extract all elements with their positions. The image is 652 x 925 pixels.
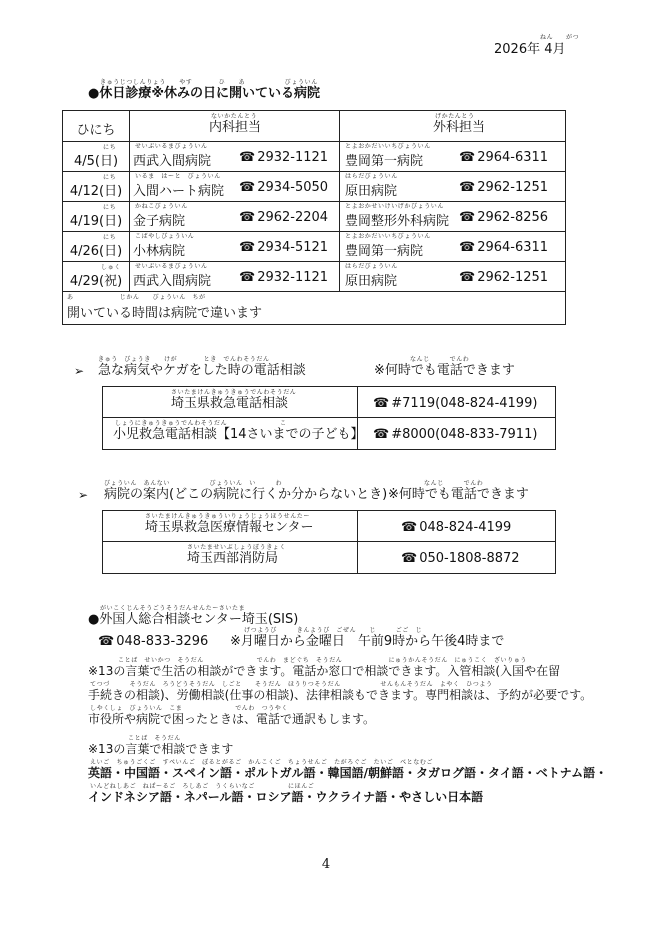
row-internal-phone: ☎ 2934-5050 [239, 180, 329, 195]
sis-para-ruby: しやくしょ びょういん こま でんわ つうやく [90, 705, 289, 712]
holiday-title: ●休日診療※休みの日に開いている病院 [88, 86, 320, 101]
row-surgical-ruby: とよおかせいけいげかびょういん [345, 203, 445, 210]
holiday-footer-note: 開いている時間は病院で違います [67, 306, 263, 321]
emergency-title: 急な病気やケガをした時の電話相談 [98, 363, 306, 378]
col-surgical-header: 外科担当 [433, 120, 486, 135]
row-surgical-ruby: はらだびょういん [345, 263, 398, 270]
arrow-bullet-icon: ➢ [78, 488, 89, 502]
emergency-note: ※何時でも電話できます [374, 363, 515, 378]
emergency-row-phone: ☎ #8000(048-833-7911) [373, 427, 538, 442]
phone-icon: ☎ [459, 150, 476, 165]
row-date: 4/26(日) [69, 244, 123, 259]
row-date-ruby: にち [103, 234, 117, 241]
emergency-title-ruby: きゅう びょうき けが とき でんわそうだん [98, 356, 270, 363]
emergency-note-ruby: なんじ でんわ [410, 356, 470, 363]
sis-title-ruby: がいこくじんそうごうそうだんせんたーさいたま [100, 605, 246, 612]
emergency-table [102, 386, 556, 450]
phone-icon: ☎ [373, 427, 390, 442]
row-internal-hospital: 西武入間病院 [133, 274, 212, 289]
guide-note-ruby: なんじ でんわ [424, 480, 484, 487]
sis-lang-title-ruby: ことば そうだん [128, 735, 181, 742]
sis-para-ruby: てつづ そうだん ろうどうそうだん しごと そうだん ほうりつそうだん せんもんそうだん よやく ひつよう [90, 681, 493, 688]
sis-para-line: 手続きの相談)、労働相談(仕事の相談)、法律相談もできます。専門相談は、予約が必要です。 [88, 688, 593, 702]
holiday-table [62, 110, 566, 325]
row-surgical-hospital: 豊岡第一病院 [345, 154, 424, 169]
arrow-bullet-icon: ➢ [74, 364, 85, 378]
row-internal-ruby: せいぶいるまびょういん [135, 143, 208, 150]
emergency-row-name: 小児救急電話相談【14さいまでの子ども】 [113, 427, 364, 442]
guide-row-name: 埼玉西部消防局 [187, 551, 279, 566]
sis-lang-ruby: いんどねしあご ねぱーるご ろしあご うくらいなご にほんご [90, 783, 315, 790]
row-surgical-ruby: はらだびょういん [345, 173, 398, 180]
row-internal-phone: ☎ 2934-5121 [239, 240, 329, 255]
row-internal-phone: ☎ 2932-1121 [239, 270, 329, 285]
year-ruby: ねん [540, 34, 554, 41]
guide-row-name: 埼玉県救急医療情報センター [145, 520, 314, 535]
phone-icon: ☎ [459, 180, 476, 195]
row-internal-hospital: 小林病院 [133, 244, 186, 259]
sis-lang-line: インドネシア語・ネパール語・ロシア語・ウクライナ語・やさしい日本語 [88, 790, 484, 804]
col-internal-ruby: ないかたんとう [211, 113, 258, 120]
emergency-row-ruby: しょうにきゅうきゅうでんわそうだん こ [115, 420, 287, 427]
phone-icon: ☎ [239, 180, 256, 195]
guide-note: ※何時でも電話できます [388, 487, 529, 502]
row-surgical-phone: ☎ 2962-8256 [459, 210, 549, 225]
row-internal-hospital: 金子病院 [133, 214, 186, 229]
phone-icon: ☎ [401, 551, 418, 566]
sis-lang-ruby: えいご ちゅうごくご すぺいんご ぽるとがるご かんこくご ちょうせんご たがろぐご たいご べとなむご [90, 759, 434, 766]
row-date-ruby: にち [103, 174, 117, 181]
row-date: 4/5(日) [73, 154, 119, 169]
emergency-row-phone: ☎ #7119(048-824-4199) [373, 396, 538, 411]
guide-row-ruby: さいたませいぶしょうぼうきょく [187, 544, 287, 551]
row-date-ruby: にち [103, 144, 117, 151]
guide-row-phone: ☎ 050-1808-8872 [401, 551, 520, 566]
row-surgical-phone: ☎ 2964-6311 [459, 240, 549, 255]
row-surgical-hospital: 原田病院 [345, 274, 398, 289]
row-surgical-phone: ☎ 2964-6311 [459, 150, 549, 165]
row-surgical-ruby: とよおかだいいちびょういん [345, 233, 431, 240]
emergency-row-name: 埼玉県救急電話相談 [171, 396, 289, 411]
sis-phone: ☎ 048-833-3296 [98, 634, 209, 649]
guide-title: 病院の案内(どこの病院に行くか分からないとき) [104, 487, 388, 502]
holiday-title-ruby: きゅうじつしんりょう やす ひ あ びょういん [100, 79, 318, 86]
phone-icon: ☎ [98, 634, 115, 649]
row-surgical-phone: ☎ 2962-1251 [459, 270, 549, 285]
row-internal-ruby: かねこびょういん [135, 203, 188, 210]
sis-para-ruby: ことば せいかつ そうだん でんわ まどぐち そうだん にゅうかんそうだん にゅうこく ざいりゅう [118, 657, 527, 664]
year-month: 2026年 4月 [494, 42, 566, 57]
row-internal-hospital: 入間ハート病院 [133, 184, 225, 199]
col-surgical-ruby: げかたんとう [435, 113, 475, 120]
row-internal-ruby: こばやしびょういん [135, 233, 195, 240]
row-internal-ruby: いるま はーと びょういん [135, 173, 221, 180]
phone-icon: ☎ [459, 210, 476, 225]
guide-row-ruby: さいたまけんきゅうきゅういりょうじょうほうせんたー [145, 513, 311, 520]
row-date: 4/19(日) [69, 214, 123, 229]
sis-title: ●外国人総合相談センター埼玉(SIS) [88, 612, 299, 627]
row-date-ruby: しゅく [101, 264, 121, 271]
phone-icon: ☎ [401, 520, 418, 535]
row-surgical-hospital: 豊岡第一病院 [345, 244, 424, 259]
row-date: 4/12(日) [69, 184, 123, 199]
page-number: 4 [321, 857, 331, 872]
month-ruby: がつ [566, 34, 580, 41]
row-surgical-hospital: 原田病院 [345, 184, 398, 199]
guide-table [102, 510, 556, 574]
sis-lang-line: 英語・中国語・スペイン語・ポルトガル語・韓国語/朝鮮語・タガログ語・タイ語・ベトナム語・ [88, 766, 608, 780]
phone-icon: ☎ [373, 396, 390, 411]
row-surgical-ruby: とよおかだいいちびょういん [345, 143, 431, 150]
sis-para-line: ※13の言葉で生活の相談ができます。電話か窓口で相談できます。入管相談(入国や在留 [88, 664, 561, 678]
sis-hours-ruby: げつようび きんようび ごぜん じ ごご じ [244, 627, 423, 634]
phone-icon: ☎ [239, 150, 256, 165]
col-date-header: ひにち [76, 123, 116, 138]
row-internal-phone: ☎ 2932-1121 [239, 150, 329, 165]
guide-title-ruby: びょういん あんない びょういん い わ [104, 480, 283, 487]
footer-ruby: あ じかん びょういん ちが [67, 294, 206, 301]
phone-icon: ☎ [239, 270, 256, 285]
phone-icon: ☎ [239, 210, 256, 225]
row-surgical-phone: ☎ 2962-1251 [459, 180, 549, 195]
row-internal-ruby: せいぶいるまびょういん [135, 263, 208, 270]
row-date: 4/29(祝) [69, 274, 123, 289]
phone-icon: ☎ [459, 270, 476, 285]
phone-icon: ☎ [239, 240, 256, 255]
row-surgical-hospital: 豊岡整形外科病院 [345, 214, 450, 229]
row-internal-hospital: 西武入間病院 [133, 154, 212, 169]
row-date-ruby: にち [103, 204, 117, 211]
phone-icon: ☎ [459, 240, 476, 255]
sis-lang-title: ※13の言葉で相談できます [88, 742, 234, 756]
row-internal-phone: ☎ 2962-2204 [239, 210, 329, 225]
emergency-row-ruby: さいたまけんきゅうきゅうでんわそうだん [171, 389, 297, 396]
sis-hours: ※月曜日から金曜日 午前9時から午後4時まで [230, 634, 505, 649]
col-internal-header: 内科担当 [209, 120, 262, 135]
guide-row-phone: ☎ 048-824-4199 [401, 520, 512, 535]
sis-para-line: 市役所や病院で困ったときは、電話で通訳もします。 [88, 712, 376, 726]
